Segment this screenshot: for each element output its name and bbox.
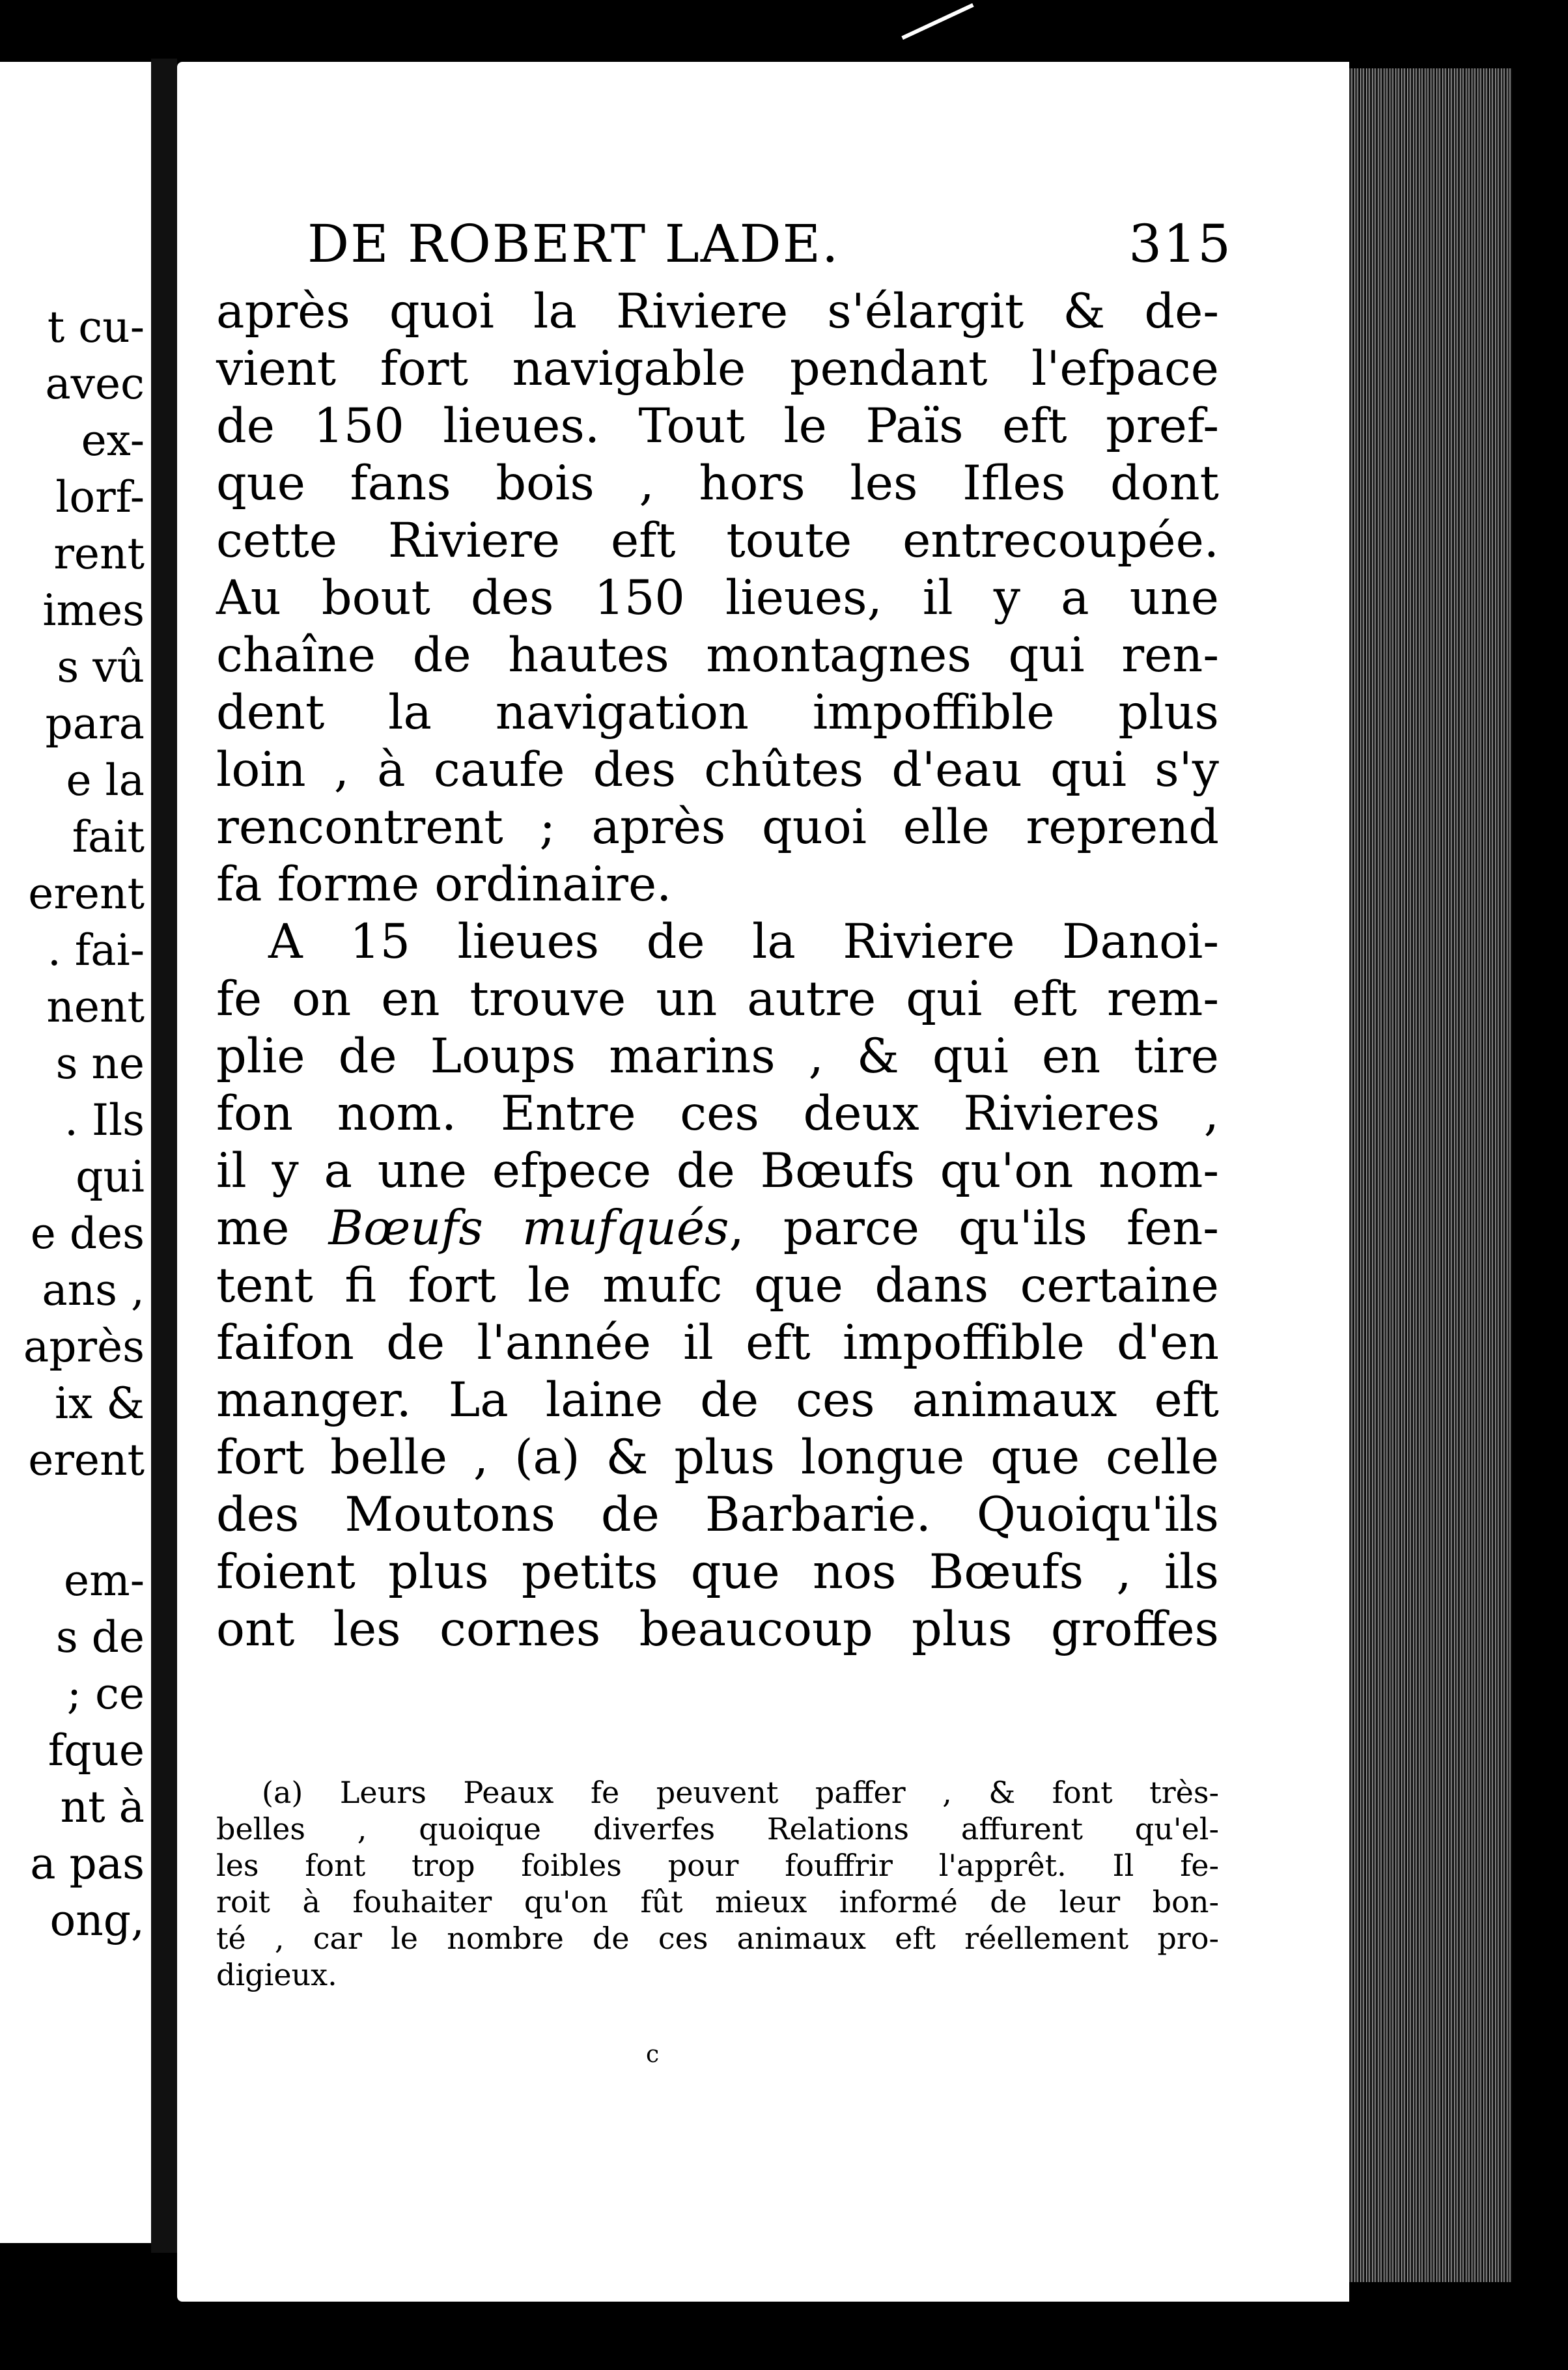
footnote-line: belles , quoique diverfes Relations affurent qu'el- bbox=[216, 1811, 1219, 1847]
text-line: il y a une efpece de Bœufs qu'on nom- bbox=[216, 1143, 1219, 1199]
left-line: ; ce bbox=[66, 1669, 145, 1719]
book-gutter bbox=[151, 59, 177, 2253]
scan-background bbox=[1512, 72, 1568, 2279]
text-line-with-italic bbox=[216, 1200, 1219, 1257]
text-line: loin , à caufe des chûtes d'eau qui s'y bbox=[216, 742, 1219, 798]
footnote-line: digieux. bbox=[216, 1957, 337, 1992]
text-line: faifon de l'année il eft impoffible d'en bbox=[216, 1315, 1219, 1371]
scan-artifact bbox=[901, 3, 973, 40]
left-line: s ne bbox=[55, 1039, 145, 1089]
left-line: ans , bbox=[42, 1265, 145, 1315]
left-line: para bbox=[45, 699, 145, 749]
footnote-line: roit à fouhaiter qu'on fût mieux informé de leur bon- bbox=[216, 1884, 1219, 1919]
left-line: ex- bbox=[81, 415, 145, 466]
left-line: e des bbox=[30, 1208, 145, 1259]
footnote-line: les font trop foibles pour fouffrir l'apprêt. Il fe- bbox=[216, 1848, 1219, 1883]
text-line: chaîne de hautes montagnes qui ren- bbox=[216, 628, 1219, 683]
text-line: foient plus petits que nos Bœufs , ils bbox=[216, 1544, 1219, 1600]
footnote bbox=[216, 1774, 1219, 1993]
text-line: A 15 lieues de la Riviere Danoi- bbox=[268, 914, 1219, 969]
text-line: cette Riviere eft toute entrecoupée. bbox=[216, 513, 1219, 568]
text-line: rencontrent ; après quoi elle reprend bbox=[216, 800, 1219, 855]
left-line: rent bbox=[53, 529, 145, 579]
text-line: de 150 lieues. Tout le Païs eft pref- bbox=[216, 398, 1219, 454]
left-line: e la bbox=[66, 755, 145, 805]
italic-term: Bœufs mufqués bbox=[328, 1201, 729, 1256]
text-line: des Moutons de Barbarie. Quoiqu'ils bbox=[216, 1487, 1219, 1542]
footnote-line: (a) Leurs Peaux fe peuvent paffer , & font très- bbox=[262, 1775, 1219, 1810]
left-line: erent bbox=[28, 1435, 145, 1485]
text-line: fa forme ordinaire. bbox=[216, 857, 672, 912]
left-line: ong, bbox=[49, 1895, 145, 1945]
left-line: après bbox=[23, 1322, 145, 1372]
text-line: dent la navigation impoffible plus bbox=[216, 685, 1219, 740]
left-line: fque bbox=[48, 1725, 145, 1776]
text-line: que fans bois , hors les Ifles dont bbox=[216, 456, 1219, 511]
footnote-line: té , car le nombre de ces animaux eft réellement pro- bbox=[216, 1921, 1219, 1956]
text-line: plie de Loups marins , & qui en tire bbox=[216, 1029, 1219, 1084]
left-line: a pas bbox=[30, 1839, 145, 1889]
left-line: em- bbox=[64, 1555, 145, 1606]
left-line: nt à bbox=[60, 1782, 145, 1832]
left-line: lorf- bbox=[55, 472, 145, 522]
text-line: fon nom. Entre ces deux Rivieres , bbox=[216, 1086, 1219, 1141]
text-line: vient fort navigable pendant l'efpace bbox=[216, 341, 1219, 397]
text-line: fe on en trouve un autre qui eft rem- bbox=[216, 971, 1219, 1027]
running-title: DE ROBERT LADE. bbox=[307, 214, 840, 274]
left-line: avec bbox=[45, 359, 145, 409]
signature-mark: c bbox=[646, 2041, 660, 2068]
body-text bbox=[216, 283, 1219, 1658]
text-line: après quoi la Riviere s'élargit & de- bbox=[216, 284, 1219, 339]
left-line: . fai- bbox=[47, 925, 145, 975]
left-line: imes bbox=[42, 585, 145, 635]
text-line: tent fi fort le mufc que dans certaine bbox=[216, 1258, 1219, 1313]
page-number: 315 bbox=[1128, 214, 1232, 274]
text-line: manger. La laine de ces animaux eft bbox=[216, 1373, 1219, 1428]
left-line: erent bbox=[28, 869, 145, 919]
left-line: fait bbox=[72, 812, 145, 862]
left-line: nent bbox=[46, 982, 145, 1032]
text-fragment: me bbox=[216, 1201, 290, 1256]
text-line: fort belle , (a) & plus longue que celle bbox=[216, 1430, 1219, 1485]
left-line: ix & bbox=[54, 1378, 145, 1429]
facing-page-fragment bbox=[0, 62, 151, 2243]
text-fragment: , parce qu'ils fen- bbox=[729, 1201, 1219, 1256]
left-line: t cu- bbox=[47, 302, 145, 352]
left-line: s vû bbox=[57, 642, 145, 692]
page-edges bbox=[1349, 68, 1512, 2282]
book-page bbox=[177, 62, 1349, 2302]
text-line: ont les cornes beaucoup plus groffes bbox=[216, 1602, 1219, 1657]
left-line: . Ils bbox=[64, 1095, 145, 1145]
text-line: Au bout des 150 lieues, il y a une bbox=[216, 570, 1219, 626]
left-line: s de bbox=[55, 1612, 145, 1662]
running-head bbox=[307, 214, 1232, 274]
left-line: qui bbox=[76, 1152, 145, 1202]
